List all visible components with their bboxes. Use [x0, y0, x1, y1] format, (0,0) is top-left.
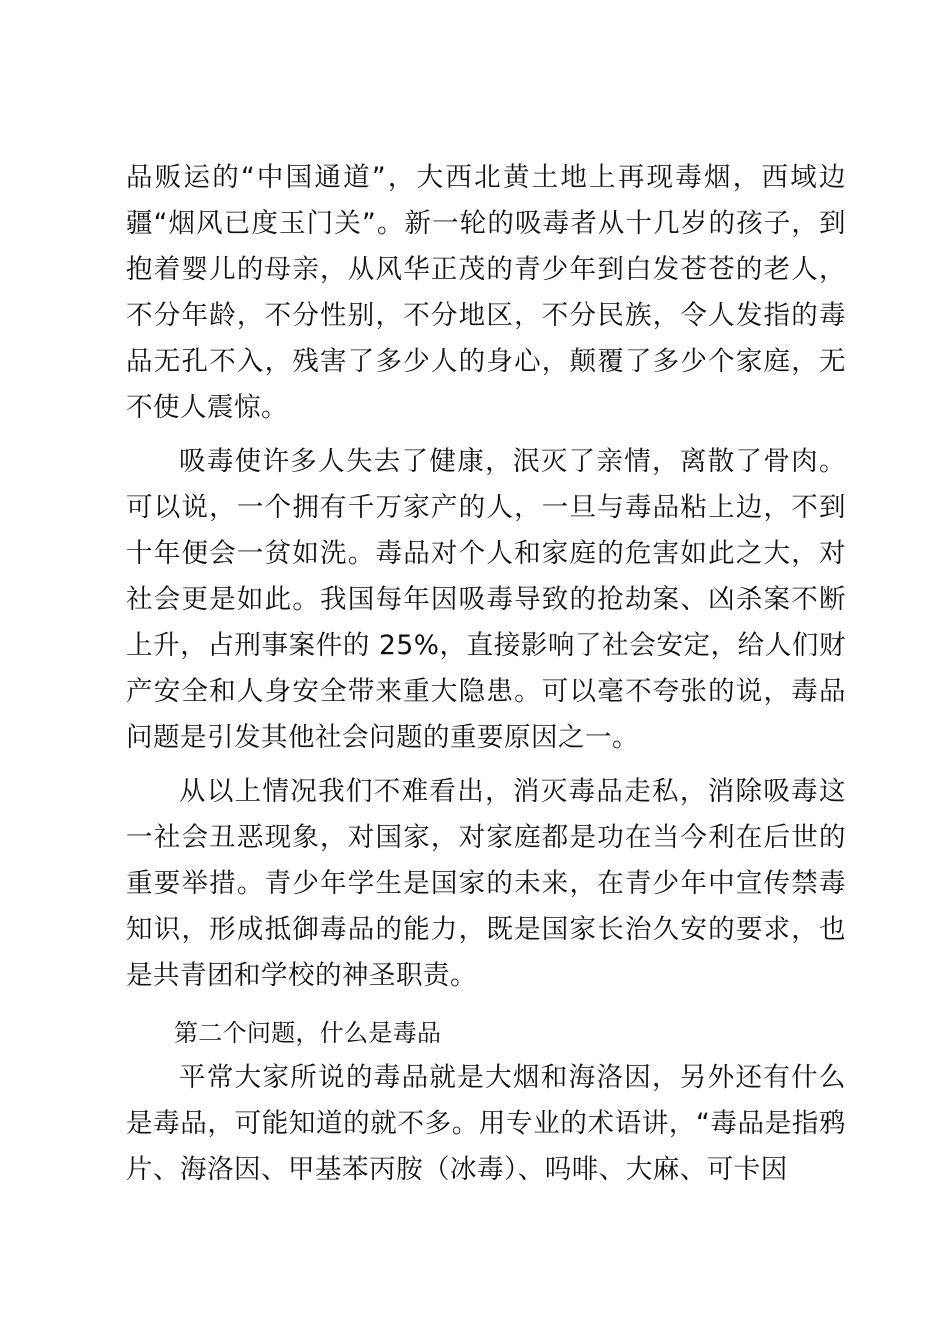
- paragraph-2: 吸毒使许多人失去了健康，泯灭了亲情，离散了骨肉。可以说，一个拥有千万家产的人，一旦与毒品粘上边，不到十年便会一贫如洗。毒品对个人和家庭的危害如此之大，对社会更是如此。我国每年因吸毒导致的抢劫案、凶杀案不断上升，占刑事案件的 25%，直接影响了社会安定，给人们财产安全和人身安全带来重大隐患。可以毫不夸张的说，毒品问题是引发其他社会问题的重要原因之一。: [126, 446, 846, 753]
- section-heading: 第二个问题，什么是毒品: [174, 1019, 442, 1047]
- document-body: [126, 155, 846, 1193]
- paragraph-1: 品贩运的“中国通道”，大西北黄土地上再现毒烟，西域边疆“烟风已度玉门关”。新一轮的吸毒者从十几岁的孩子，到抱着婴儿的母亲，从风华正茂的青少年到白发苍苍的老人，不分年龄，不分性别，不分地区，不分民族，令人发指的毒品无孔不入，残害了多少人的身心，颠覆了多少个家庭，无不使人震惊。: [126, 162, 846, 423]
- paragraph-4: 平常大家所说的毒品就是大烟和海洛因，另外还有什么是毒品，可能知道的就不多。用专业的术语讲，“毒品是指鸦片、海洛因、甲基苯丙胺（冰毒）、吗啡、大麻、可卡因: [126, 1062, 846, 1185]
- paragraph-3: 从以上情况我们不难看出，消灭毒品走私，消除吸毒这一社会丑恶现象，对国家，对家庭都是功在当今利在后世的重要举措。青少年学生是国家的未来，在青少年中宣传禁毒知识，形成抵御毒品的能力，既是国家长治久安的要求，也是共青团和学校的神圣职责。: [126, 776, 846, 991]
